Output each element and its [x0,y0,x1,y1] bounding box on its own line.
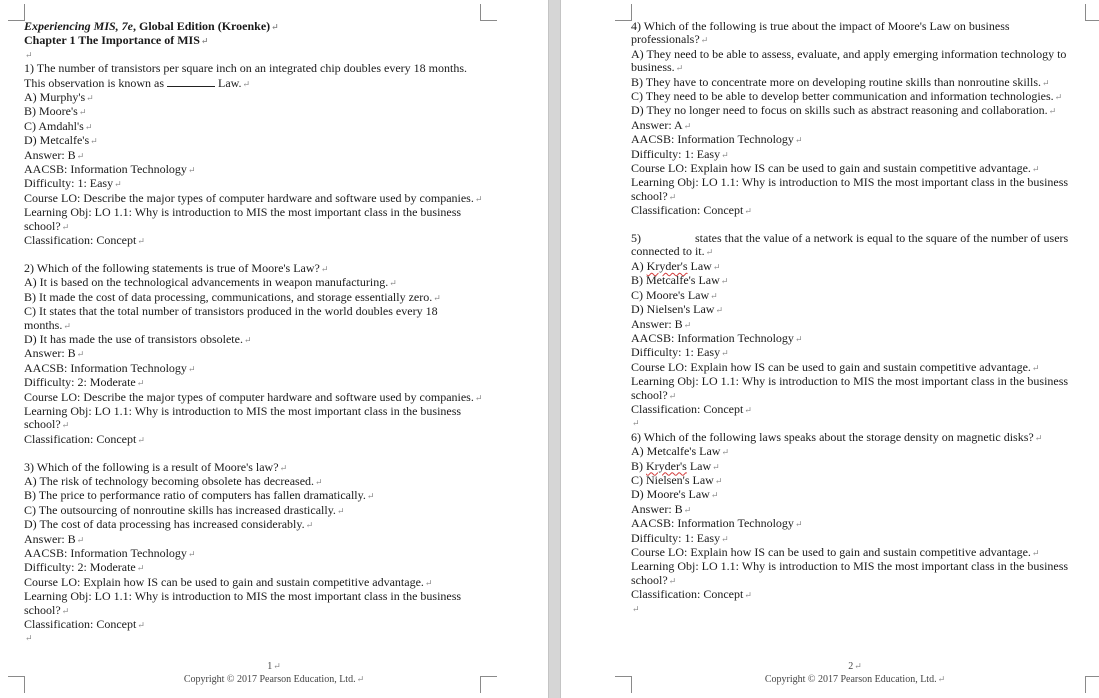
document-page-2[interactable] [561,0,1099,698]
course-lo-tag: Course LO: Describe the major types of computer hardware and software used by companies.↵ [24,389,483,404]
crop-mark-top-right [480,4,497,21]
answer-option: B) Metcalfe's Law↵ [631,273,729,288]
difficulty-tag: Difficulty: 2: Moderate↵ [24,375,145,390]
answer-key: Answer: B↵ [24,531,85,546]
answer-option: B) Moore's↵ [24,104,87,119]
page-number: 2↵ [848,661,862,672]
answer-option: C) Nielsen's Law↵ [631,472,723,487]
page-gutter [548,0,561,698]
page-footer [611,660,1099,686]
crop-mark-top-left [615,4,632,21]
answer-option: A) It is based on the technological advancements in weapon manufacturing.↵ [24,275,397,290]
spelling-error-mark[interactable]: Kryder's [646,258,688,273]
difficulty-tag: Difficulty: 1: Easy↵ [631,530,729,545]
course-lo-tag: Course LO: Explain how IS can be used to gain and sustain competitive advantage.↵ [631,545,1040,559]
classification-tag: Classification: Concept↵ [24,617,145,632]
aacsb-tag: AACSB: Information Technology↵ [631,132,803,147]
answer-key: Answer: B↵ [631,316,692,331]
page-footer [0,660,548,686]
classification-tag: Classification: Concept↵ [24,431,145,446]
answer-option: A) Kryder's Law↵ [631,258,721,273]
aacsb-tag: AACSB: Information Technology↵ [631,330,803,345]
page-1-body[interactable] [24,20,486,646]
difficulty-tag: Difficulty: 1: Easy↵ [24,176,122,191]
answer-option: B) Kryder's Law↵ [631,458,720,473]
difficulty-tag: Difficulty: 1: Easy↵ [631,345,729,360]
answer-option: B) The price to performance ratio of computers has fallen dramatically.↵ [24,488,375,503]
learning-obj-tag: Learning Obj: LO 1.1: Why is introduction to MIS the most important class in the business school?↵ [24,205,462,233]
learning-obj-tag: Learning Obj: LO 1.1: Why is introduction to MIS the most important class in the business school?↵ [24,403,462,432]
difficulty-tag: Difficulty: 2: Moderate↵ [24,560,145,575]
spelling-error-mark[interactable]: Kryder's [646,458,687,473]
answer-option: A) Murphy's↵ [24,90,94,105]
answer-option: D) Metcalfe's↵ [24,133,98,148]
answer-option: D) It has made the use of transistors obsolete.↵ [24,331,252,346]
answer-key: Answer: B↵ [631,501,692,516]
answer-option: A) Metcalfe's Law↵ [631,444,730,459]
document-title: Experiencing MIS, 7e, Global Edition (Kroenke)↵ [24,19,279,33]
crop-mark-top-right [1085,4,1099,21]
copyright-notice: Copyright © 2017 Pearson Education, Ltd.↵ [764,674,946,685]
classification-tag: Classification: Concept↵ [24,233,145,248]
page-2-body[interactable] [631,20,1071,616]
fill-blank [167,76,215,87]
question-stem: 1) The number of transistors per square inch on an integrated chip doubles every 18 months. This observation is known as Law.↵ [24,61,467,90]
answer-option: D) They no longer need to focus on skills such as abstract reasoning and collaboration.↵ [631,103,1057,118]
answer-option: C) It states that the total number of transistors produced in the world doubles every 18 months.↵ [24,304,438,332]
learning-obj-tag: Learning Obj: LO 1.1: Why is introduction to MIS the most important class in the business school?↵ [631,175,1069,203]
course-lo-tag: Course LO: Explain how IS can be used to gain and sustain competitive advantage.↵ [631,161,1040,176]
answer-key: Answer: B↵ [24,147,85,162]
difficulty-tag: Difficulty: 1: Easy↵ [631,146,729,161]
aacsb-tag: AACSB: Information Technology↵ [24,360,196,375]
aacsb-tag: AACSB: Information Technology↵ [24,545,196,560]
question-stem: 4) Which of the following is true about the impact of Moore's Law on business professionals?↵ [631,19,1010,47]
answer-key: Answer: A↵ [631,117,692,132]
paragraph-mark: ↵ [25,633,33,644]
answer-option: B) They have to concentrate more on developing routine skills than nonroutine skills.↵ [631,74,1050,89]
page-number: 1↵ [267,661,281,672]
learning-obj-tag: Learning Obj: LO 1.1: Why is introduction to MIS the most important class in the business school?↵ [24,589,462,617]
aacsb-tag: AACSB: Information Technology↵ [631,516,803,531]
chapter-heading: Chapter 1 The Importance of MIS↵ [24,33,209,48]
answer-option: C) Moore's Law↵ [631,287,718,302]
document-page-1[interactable] [0,0,548,698]
answer-option: A) They need to be able to assess, evaluate, and apply emerging information technology to business.↵ [631,46,1067,75]
copyright-notice: Copyright © 2017 Pearson Education, Ltd.↵ [183,674,365,685]
classification-tag: Classification: Concept↵ [631,203,752,218]
course-lo-tag: Course LO: Explain how IS can be used to gain and sustain competitive advantage.↵ [24,574,433,589]
crop-mark-top-left [8,4,25,21]
paragraph-mark: ↵ [632,418,640,429]
course-lo-tag: Course LO: Explain how IS can be used to gain and sustain competitive advantage.↵ [631,359,1040,374]
learning-obj-tag: Learning Obj: LO 1.1: Why is introduction to MIS the most important class in the business school?↵ [631,374,1069,402]
question-stem: 3) Which of the following is a result of Moore's law?↵ [24,459,288,474]
question-stem: 5) states that the value of a network is equal to the square of the number of users connected to it.↵ [631,231,1069,259]
answer-option: D) The cost of data processing has increased considerably.↵ [24,517,314,532]
answer-option: A) The risk of technology becoming obsolete has decreased.↵ [24,473,323,488]
classification-tag: Classification: Concept↵ [631,401,752,416]
answer-option: D) Nielsen's Law↵ [631,302,724,317]
question-stem: 6) Which of the following laws speaks about the storage density on magnetic disks?↵ [631,429,1043,444]
answer-key: Answer: B↵ [24,346,85,361]
answer-option: B) It made the cost of data processing, communications, and storage essentially zero.↵ [24,289,441,304]
question-stem: 2) Which of the following statements is true of Moore's Law?↵ [24,260,329,275]
course-lo-tag: Course LO: Describe the major types of computer hardware and software used by companies.↵ [24,190,483,205]
paragraph-mark: ↵ [632,603,640,614]
answer-option: C) The outsourcing of nonroutine skills has increased drastically.↵ [24,502,345,517]
answer-option: D) Moore's Law↵ [631,487,719,502]
learning-obj-tag: Learning Obj: LO 1.1: Why is introduction to MIS the most important class in the business school?↵ [631,559,1069,587]
classification-tag: Classification: Concept↵ [631,587,752,602]
answer-option: C) They need to be able to develop better communication and information technologies.↵ [631,89,1063,104]
paragraph-mark: ↵ [25,49,33,60]
answer-option: C) Amdahl's↵ [24,118,93,133]
aacsb-tag: AACSB: Information Technology↵ [24,162,196,177]
